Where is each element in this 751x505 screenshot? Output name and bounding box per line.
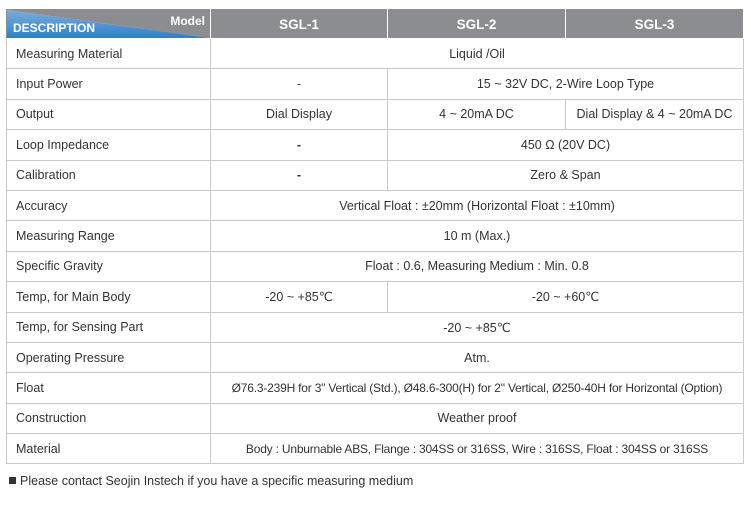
row-label: Temp, for Main Body <box>7 282 211 312</box>
row-label: Loop Impedance <box>7 130 211 160</box>
row-label: Material <box>7 434 211 464</box>
row-value: Ø76.3-239H for 3" Vertical (Std.), Ø48.6-300(H) for 2" Vertical, Ø250-40H for Horizontal (Option) <box>211 373 744 403</box>
row-value: Body : Unburnable ABS, Flange : 304SS or 316SS, Wire : 316SS, Float : 304SS or 316SS <box>211 434 744 464</box>
row-value-sgl23: 15 ~ 32V DC, 2-Wire Loop Type <box>388 69 744 99</box>
table-row <box>7 99 744 129</box>
table-row <box>7 403 744 433</box>
header-model-sgl3: SGL-3 <box>566 10 744 39</box>
row-value-sgl1: Dial Display <box>211 99 388 129</box>
table-header-row <box>7 10 744 39</box>
row-value-sgl2: 4 ~ 20mA DC <box>388 99 566 129</box>
table-row <box>7 160 744 190</box>
row-value: 10 m (Max.) <box>211 221 744 251</box>
row-value-sgl23: -20 ~ +60℃ <box>388 282 744 312</box>
row-label: Operating Pressure <box>7 342 211 372</box>
row-label: Construction <box>7 403 211 433</box>
row-value-sgl3: Dial Display & 4 ~ 20mA DC <box>566 99 744 129</box>
row-value-sgl1: - <box>211 160 388 190</box>
header-model-sgl1: SGL-1 <box>211 10 388 39</box>
footnote-text: Please contact Seojin Instech if you have a specific measuring medium <box>20 474 414 488</box>
header-description-label: DESCRIPTION <box>13 21 96 35</box>
row-value: Atm. <box>211 342 744 372</box>
row-value-sgl1: - <box>211 130 388 160</box>
spec-table <box>6 9 744 464</box>
table-row <box>7 130 744 160</box>
row-value: Liquid /Oil <box>211 39 744 69</box>
header-corner-cell <box>7 10 211 39</box>
row-value: Float : 0.6, Measuring Medium : Min. 0.8 <box>211 251 744 281</box>
table-row <box>7 190 744 220</box>
table-row <box>7 373 744 403</box>
row-label: Input Power <box>7 69 211 99</box>
square-bullet-icon <box>9 477 16 484</box>
row-label: Measuring Range <box>7 221 211 251</box>
row-value-sgl1: -20 ~ +85℃ <box>211 282 388 312</box>
row-label: Measuring Material <box>7 39 211 69</box>
row-label: Temp, for Sensing Part <box>7 312 211 342</box>
row-value: -20 ~ +85℃ <box>211 312 744 342</box>
header-model-label: Model <box>170 14 205 28</box>
table-row <box>7 282 744 312</box>
row-label: Float <box>7 373 211 403</box>
row-value-sgl23: 450 Ω (20V DC) <box>388 130 744 160</box>
table-row <box>7 39 744 69</box>
row-label: Specific Gravity <box>7 251 211 281</box>
table-row <box>7 342 744 372</box>
footnote <box>9 474 413 488</box>
table-row <box>7 312 744 342</box>
table-row <box>7 434 744 464</box>
row-label: Accuracy <box>7 190 211 220</box>
row-label: Output <box>7 99 211 129</box>
table-row <box>7 251 744 281</box>
row-value-sgl1: - <box>211 69 388 99</box>
table-row <box>7 69 744 99</box>
row-value: Vertical Float : ±20mm (Horizontal Float : ±10mm) <box>211 190 744 220</box>
row-label: Calibration <box>7 160 211 190</box>
header-model-sgl2: SGL-2 <box>388 10 566 39</box>
table-row <box>7 221 744 251</box>
row-value-sgl23: Zero & Span <box>388 160 744 190</box>
row-value: Weather proof <box>211 403 744 433</box>
